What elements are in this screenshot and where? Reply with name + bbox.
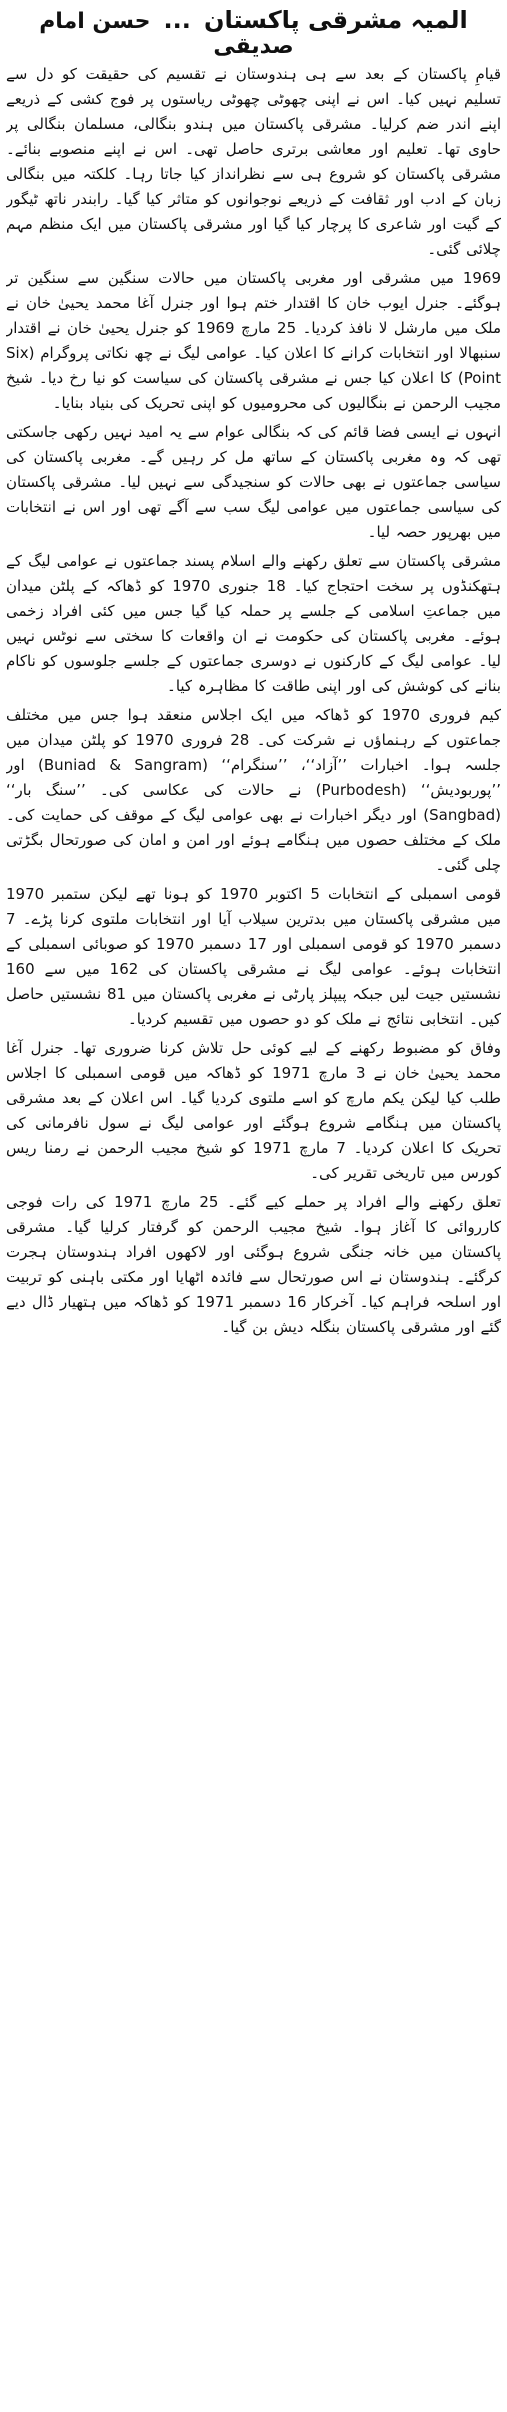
article-paragraph-5: کیم فروری 1970 کو ڈھاکہ میں ایک اجلاس منعقد ہوا جس میں مختلف جماعتوں کے رہنماؤں نے شرکت کی۔ 28 فروری 1970 کو پلٹن میدان میں جلسہ ہوا۔ اخبارات ’’آزاد‘‘، ’’سنگرام‘‘ (Buniad & Sangram) اور ’’پوربودیش‘‘ (Purbodesh) نے حالات کی عکاسی کی۔ ’’سنگ بار‘‘ (Sangbad) اور دیگر اخبارات نے بھی عوامی لیگ کے موقف کی حمایت کی۔ ملک کے مختلف حصوں میں ہنگامے ہوئے اور امن و امان کی صورتحال بگڑتی چلی گئی۔: [6, 706, 501, 874]
article-paragraph-7: وفاق کو مضبوط رکھنے کے لیے کوئی حل تلاش کرنا ضروری تھا۔ جنرل آغا محمد یحییٰ خان نے 3 مارچ 1971 کو ڈھاکہ میں قومی اسمبلی کا اجلاس طلب کیا لیکن یکم مارچ کو اسے ملتوی کردیا گیا۔ اس اعلان کے بعد مشرقی پاکستان میں ہنگامے شروع ہوگئے اور عوامی لیگ نے سول نافرمانی کی تحریک کا اعلان کردیا۔ 7 مارچ 1971 کو شیخ مجیب الرحمن نے رمنا ریس کورس میں تاریخی تقریر کی۔: [6, 1039, 501, 1182]
article-paragraph-6: قومی اسمبلی کے انتخابات 5 اکتوبر 1970 کو ہونا تھے لیکن ستمبر 1970 میں مشرقی پاکستان میں بدترین سیلاب آیا اور انتخابات ملتوی کرنا پڑے۔ 7 دسمبر 1970 کو قومی اسمبلی اور 17 دسمبر 1970 کو صوبائی اسمبلی کے انتخابات ہوئے۔ عوامی لیگ نے مشرقی پاکستان کی 162 میں سے 160 نشستیں جیت لیں جبکہ پیپلز پارٹی نے مغربی پاکستان میں 81 نشستیں حاصل کیں۔ انتخابی نتائج نے ملک کو دو حصوں میں تقسیم کردیا۔: [6, 885, 501, 1028]
article-body: [6, 62, 501, 2406]
article-paragraph-4: مشرقی پاکستان سے تعلق رکھنے والے اسلام پسند جماعتوں نے عوامی لیگ کے ہتھکنڈوں پر سخت احتجاج کیا۔ 18 جنوری 1970 کو ڈھاکہ کے پلٹن میدان میں جماعتِ اسلامی کے جلسے پر حملہ کیا گیا جس میں کئی افراد زخمی ہوئے۔ مغربی پاکستان کی حکومت نے ان واقعات کا سختی سے نوٹس نہیں لیا۔ عوامی لیگ کے کارکنوں نے دوسری جماعتوں کے جلسے جلوسوں کو ناکام بنانے کی کوشش کی اور اپنی طاقت کا مظاہرہ کیا۔: [6, 552, 501, 695]
article-headline: [0, 6, 507, 59]
article-paragraph-2: 1969 میں مشرقی اور مغربی پاکستان میں حالات سنگین سے سنگین تر ہوگئے۔ جنرل ایوب خان کا اقتدار ختم ہوا اور جنرل آغا محمد یحییٰ خان نے ملک میں مارشل لا نافذ کردیا۔ 25 مارچ 1969 کو جنرل یحییٰ خان نے اقتدار سنبھالا اور انتخابات کرانے کا اعلان کیا۔ عوامی لیگ نے چھ نکاتی پروگرام (Six Point) کا اعلان کیا جس نے مشرقی پاکستان کی سیاست کو نیا رخ دیا۔ شیخ مجیب الرحمن نے بنگالیوں کی محرومیوں کو اپنی تحریک کی بنیاد بنایا۔: [6, 269, 501, 412]
article-author: حسن امام صدیقی: [39, 9, 294, 59]
headline-separator: ...: [163, 6, 191, 34]
article-paragraph-8: تعلق رکھنے والے افراد پر حملے کیے گئے۔ 25 مارچ 1971 کی رات فوجی کارروائی کا آغاز ہوا۔ شیخ مجیب الرحمن کو گرفتار کرلیا گیا۔ مشرقی پاکستان میں خانہ جنگی شروع ہوگئی اور لاکھوں افراد ہندوستان ہجرت کرگئے۔ ہندوستان نے اس صورتحال سے فائدہ اٹھایا اور مکتی باہنی کو تربیت اور اسلحہ فراہم کیا۔ آخرکار 16 دسمبر 1971 کو ڈھاکہ میں ہتھیار ڈال دیے گئے اور مشرقی پاکستان بنگلہ دیش بن گیا۔: [6, 1193, 501, 1336]
article-paragraph-3: انہوں نے ایسی فضا قائم کی کہ بنگالی عوام سے یہ امید نہیں رکھی جاسکتی تھی کہ وہ مغربی پاکستان کے ساتھ مل کر رہیں گے۔ مغربی پاکستان کی سیاسی جماعتوں نے بھی حالات کو سنجیدگی سے نہیں لیا۔ مشرقی پاکستان کی سیاسی جماعتوں میں عوامی لیگ سب سے آگے تھی اور اس نے انتخابات میں بھرپور حصہ لیا۔: [6, 423, 501, 541]
article-title: المیہ مشرقی پاکستان: [203, 6, 468, 34]
article-paragraph-1: قیامِ پاکستان کے بعد سے ہی ہندوستان نے تقسیم کی حقیقت کو دل سے تسلیم نہیں کیا۔ اس نے اپنی چھوٹی چھوٹی ریاستوں پر فوج کشی کے ذریعے اپنے اندر ضم کرلیا۔ مشرقی پاکستان میں ہندو بنگالی، مسلمان بنگالی پر حاوی تھا۔ تعلیم اور معاشی برتری حاصل تھی۔ اس نے اپنے منصوبے بنائے۔ مشرقی پاکستان کو شروع ہی سے نظرانداز کیا جاتا رہا۔ کلکتہ میں بنگالی زبان کے ادب اور ثقافت کے ذریعے نوجوانوں کو متاثر کیا گیا۔ رابندر ناتھ ٹیگور کے گیت اور شاعری کا پرچار کیا گیا اور مشرقی پاکستان میں ایک منظم مہم چلائی گئی۔: [6, 65, 501, 258]
